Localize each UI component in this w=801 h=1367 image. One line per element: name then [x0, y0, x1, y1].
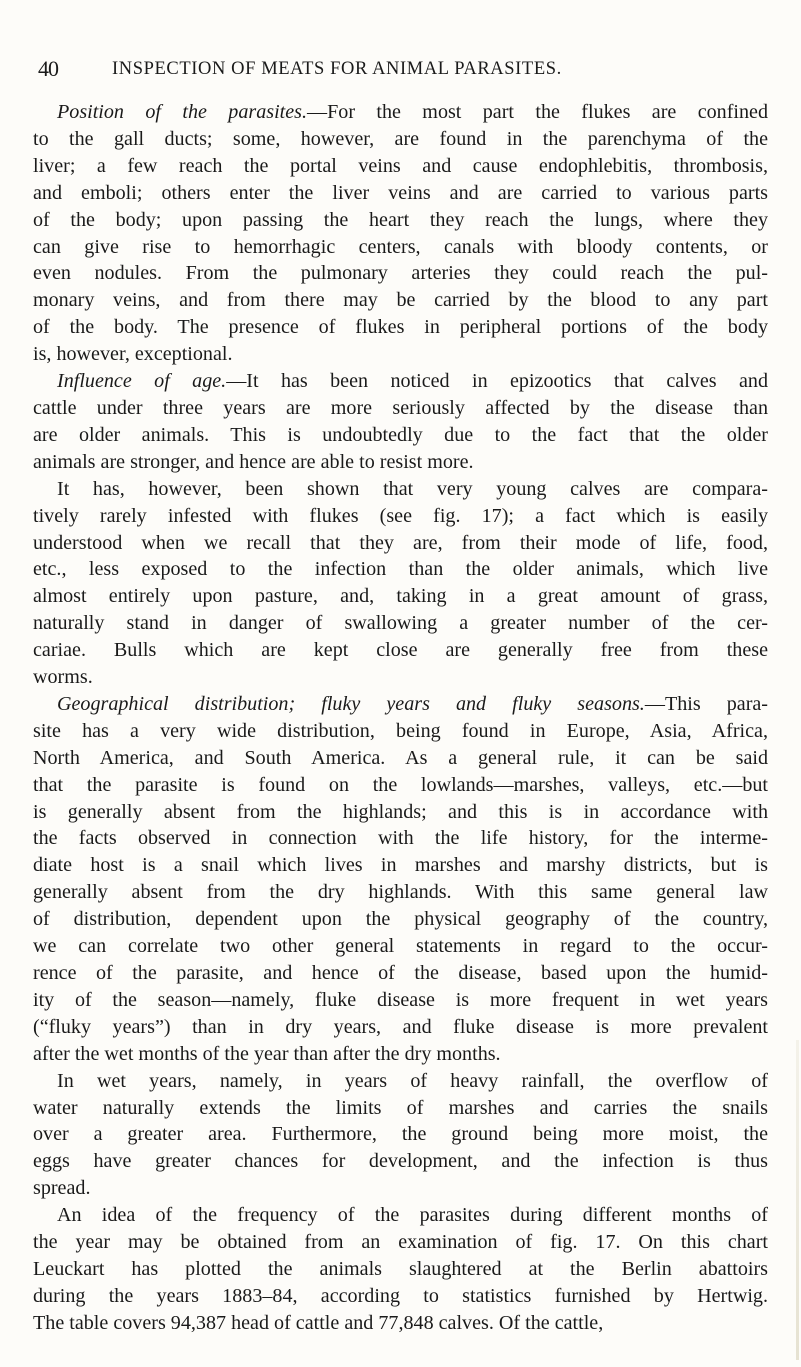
text-line: It has, however, been shown that very young calves are compara-: [57, 477, 768, 500]
text-line: Leuckart has plotted the animals slaughtered at the Berlin abattoirs: [33, 1257, 768, 1280]
text-line: to the gall ducts; some, however, are found in the parenchyma of the: [33, 127, 768, 150]
text-line: the facts observed in connection with the life history, for the interme-: [33, 827, 768, 850]
text-line: monary veins, and from there may be carried by the blood to any part: [33, 289, 768, 312]
text-line: we can correlate two other general statements in regard to the occur-: [33, 935, 768, 958]
text-line: after the wet months of the year than after the dry months.: [33, 1042, 501, 1065]
paragraph-heading: Geographical distribution; fluky years and fluky seasons.: [57, 692, 645, 715]
body-text: [33, 99, 768, 1337]
text-line: during the years 1883–84, according to statistics furnished by Hertwig.: [33, 1284, 768, 1307]
text-line: of the body; upon passing the heart they reach the lungs, where they: [33, 208, 768, 231]
text-line: of the body. The presence of flukes in peripheral portions of the body: [33, 316, 768, 339]
text-line: can give rise to hemorrhagic centers, canals with bloody contents, or: [33, 235, 768, 258]
text-line: animals are stronger, and hence are able to resist more.: [33, 450, 474, 473]
text-line: worms.: [33, 666, 93, 689]
text-line: tively rarely infested with flukes (see fig. 17); a fact which is easily: [33, 504, 768, 527]
text-line: is, however, exceptional.: [33, 343, 233, 366]
text-line: rence of the parasite, and hence of the disease, based upon the humid-: [33, 962, 768, 984]
text-line: site has a very wide distribution, being found in Europe, Asia, Africa,: [33, 719, 768, 742]
running-header: [38, 56, 758, 84]
text-line: [33, 691, 768, 718]
text-line: spread.: [33, 1177, 91, 1200]
paragraph-heading: Position of the parasites.: [57, 101, 307, 123]
text-line: generally absent from the dry highlands. With this same general law: [33, 881, 768, 904]
text-line: diate host is a snail which lives in marshes and marshy districts, but is: [33, 854, 768, 877]
text-line: etc., less exposed to the infection than the older animals, which live: [33, 558, 768, 581]
text-line: [33, 99, 768, 126]
paragraph-text: —This para-: [644, 692, 769, 715]
text-line: ity of the season—namely, fluke disease is more frequent in wet years: [33, 988, 768, 1011]
running-title: INSPECTION OF MEATS FOR ANIMAL PARASITES.: [112, 59, 562, 79]
page-edge-shadow: [796, 1040, 799, 1360]
text-line: of distribution, dependent upon the physical geography of the country,: [33, 908, 768, 931]
text-line: cariae. Bulls which are kept close are generally free from these: [33, 639, 768, 662]
text-line: that the parasite is found on the lowlands—marshes, valleys, etc.—but: [33, 773, 768, 796]
text-line: liver; a few reach the portal veins and cause endophlebitis, thrombosis,: [33, 154, 768, 177]
text-line: water naturally extends the limits of marshes and carries the snails: [33, 1096, 768, 1119]
paragraph-heading: Influence of age.: [57, 370, 227, 393]
paragraph-text: —It has been noticed in epizootics that calves and: [226, 370, 768, 393]
text-line: even nodules. From the pulmonary arteries they could reach the pul-: [33, 262, 768, 285]
text-line: eggs have greater chances for development, and the infection is thus: [33, 1150, 768, 1173]
text-line: North America, and South America. As a general rule, it can be said: [33, 746, 768, 769]
text-line: the year may be obtained from an examination of fig. 17. On this chart: [33, 1231, 768, 1254]
text-line: In wet years, namely, in years of heavy rainfall, the overflow of: [57, 1069, 768, 1092]
text-line: and emboli; others enter the liver veins and are carried to various parts: [33, 181, 768, 204]
text-line: The table covers 94,387 head of cattle and 77,848 calves. Of the cattle,: [33, 1311, 604, 1334]
text-line: cattle under three years are more seriously affected by the disease than: [33, 396, 768, 419]
paragraph-text: —For the most part the flukes are confined: [307, 101, 768, 123]
text-line: naturally stand in danger of swallowing a greater number of the cer-: [33, 612, 768, 635]
text-line: understood when we recall that they are, from their mode of life, food,: [33, 531, 768, 554]
text-line: over a greater area. Furthermore, the ground being more moist, the: [33, 1123, 768, 1146]
text-line: is generally absent from the highlands; and this is in accordance with: [33, 800, 768, 823]
text-line: An idea of the frequency of the parasites during different months of: [57, 1204, 768, 1227]
text-line: [33, 368, 768, 395]
text-line: are older animals. This is undoubtedly due to the fact that the older: [33, 423, 768, 446]
text-line: (“fluky years”) than in dry years, and fluke disease is more prevalent: [33, 1015, 768, 1038]
text-line: almost entirely upon pasture, and, taking in a great amount of grass,: [33, 585, 768, 608]
page-number: 40: [38, 56, 58, 81]
